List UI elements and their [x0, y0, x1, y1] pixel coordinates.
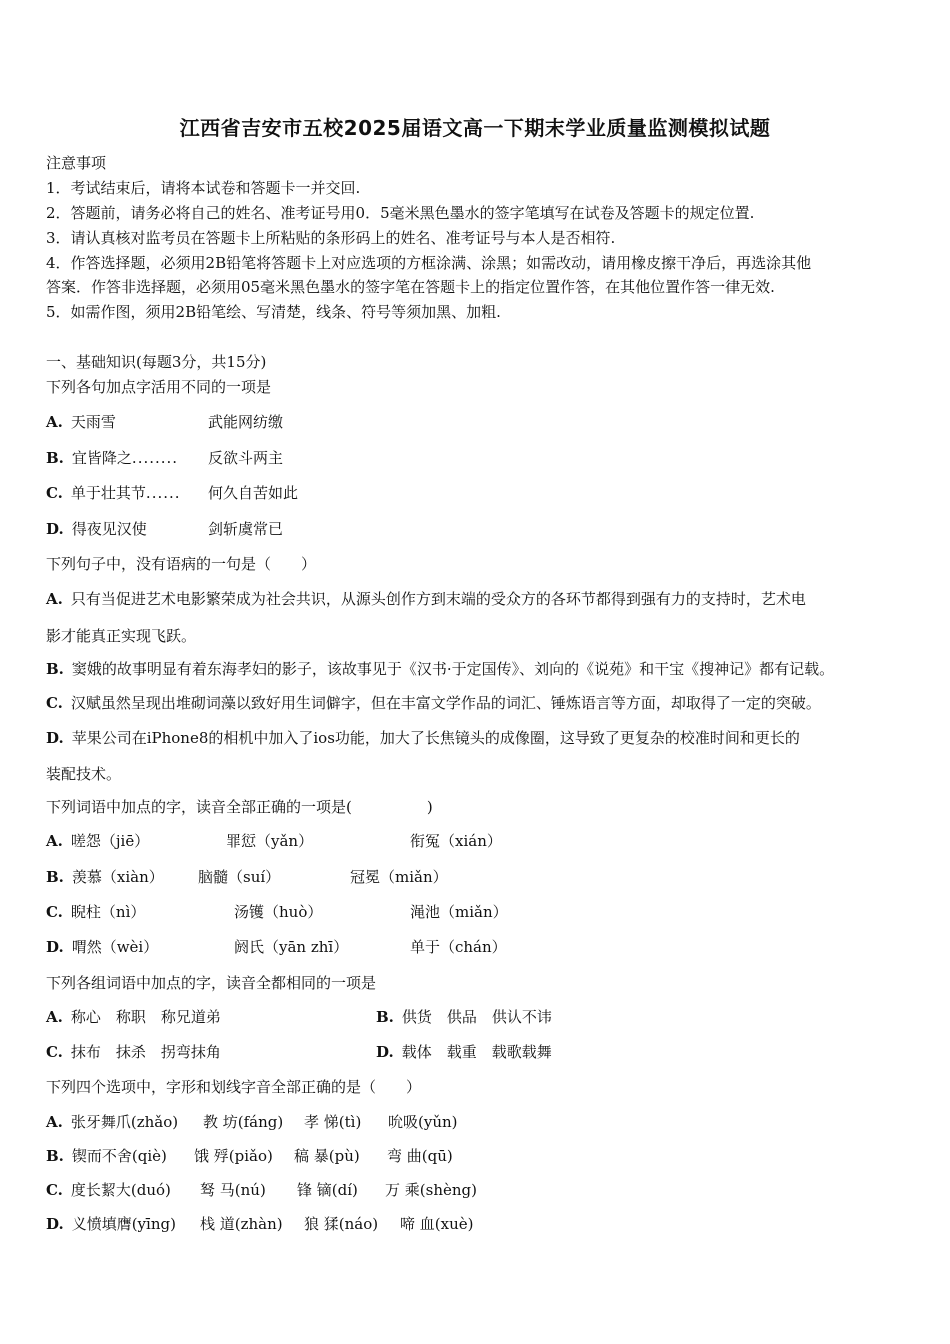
emphasis-dots: ........ [131, 449, 179, 467]
question-5-stem: 下列四个选项中，字形和划线字音全部正确的是（ ） [46, 1078, 422, 1096]
option-text: 冠冕（miǎn） [350, 868, 448, 886]
option-label: C. [46, 1181, 63, 1199]
option-text: 狼 猱(náo) [304, 1215, 379, 1233]
option-text: 度长絜大(duó) [70, 1181, 171, 1199]
option-text: 得夜见汉使 [71, 520, 147, 538]
option-text: 天雨雪 [70, 413, 116, 431]
option-label: A. [46, 1008, 63, 1026]
option-label: B. [46, 449, 64, 467]
question-2-option-a-cont: 影才能真正实现飞跃。 [46, 627, 197, 645]
option-text: 栈 道(zhàn) [200, 1215, 283, 1233]
option-text: 剑斩虞常已 [208, 520, 284, 538]
option-text: 苹果公司在iPhone8的相机中加入了ios功能，加大了长焦镜头的成像圈，这导致了更复杂的校准时间和更长的 [71, 729, 800, 747]
question-2-option-b [46, 658, 834, 679]
option-text: 羡慕（xiàn） [71, 868, 164, 886]
option-text: 汤镬（huò） [234, 903, 323, 921]
option-label: B. [46, 1147, 64, 1165]
option-text: 阏氏（yān zhī） [234, 938, 349, 956]
note-item: 5．如需作图，须用2B铅笔绘、写清楚，线条、符号等须加黑、加粗. [46, 303, 501, 321]
option-text: 称心 称职 称兄道弟 [70, 1008, 221, 1026]
note-item: 4．作答选择题，必须用2B铅笔将答题卡上对应选项的方框涂满、涂黑；如需改动，请用橡皮擦干净后，再选涂其他 [46, 254, 812, 272]
option-text: 渑池（miǎn） [410, 903, 508, 921]
question-2-option-c [46, 692, 821, 713]
option-label: C. [46, 484, 63, 502]
option-text: 喟然（wèi） [71, 938, 159, 956]
option-text: 稿 暴(pù) [294, 1147, 360, 1165]
option-label: A. [46, 832, 63, 850]
option-text: 宜皆降之 [71, 449, 132, 467]
option-label: D. [46, 729, 64, 747]
option-label: D. [46, 1215, 64, 1233]
option-text: 嗟怨（jiē） [70, 832, 150, 850]
option-text: 驽 马(nú) [200, 1181, 266, 1199]
option-text: 睨柱（nì） [70, 903, 146, 921]
option-label: D. [46, 520, 64, 538]
option-text: 弯 曲(qū) [387, 1147, 453, 1165]
option-text: 脑髓（suí） [198, 868, 281, 886]
option-text: 单于壮其节 [70, 484, 146, 502]
notes-heading: 注意事项 [46, 154, 107, 172]
option-label: C. [46, 1043, 63, 1061]
option-label: A. [46, 413, 63, 431]
option-text: 武能网纺缴 [208, 413, 284, 431]
option-label: B. [376, 1008, 394, 1026]
option-text: 啼 血(xuè) [400, 1215, 474, 1233]
question-1-stem: 下列各句加点字活用不同的一项是 [46, 378, 272, 396]
question-2-option-d [46, 727, 800, 748]
option-text: 锋 镝(dí) [297, 1181, 358, 1199]
option-text: 载体 载重 载歌载舞 [401, 1043, 552, 1061]
option-text: 衔冤（xián） [410, 832, 502, 850]
option-text: 张牙舞爪(zhǎo) [70, 1113, 179, 1131]
option-text: 抹布 抹杀 拐弯抹角 [70, 1043, 221, 1061]
option-label: D. [376, 1043, 394, 1061]
option-label: B. [46, 660, 64, 678]
option-text: 窦娥的故事明显有着东海孝妇的影子，该故事见于《汉书·于定国传》、刘向的《说苑》和干宝《搜神记》都有记载。 [71, 660, 835, 678]
note-item: 2．答题前，请务必将自己的姓名、准考证号用0．5毫米黑色墨水的签字笔填写在试卷及答题卡的规定位置. [46, 204, 755, 222]
option-text: 反欲斗两主 [208, 449, 284, 467]
option-text: 义愤填膺(yīng) [71, 1215, 176, 1233]
option-label: A. [46, 590, 63, 608]
option-text: 锲而不舍(qiè) [71, 1147, 167, 1165]
option-text: 万 乘(shèng) [385, 1181, 477, 1199]
question-2-option-d-cont: 装配技术。 [46, 765, 122, 783]
question-2-option-a [46, 588, 806, 609]
option-text: 吮吸(yǔn) [388, 1113, 458, 1131]
option-text: 教 坊(fáng) [203, 1113, 284, 1131]
option-label: C. [46, 903, 63, 921]
question-4-stem: 下列各组词语中加点的字，读音全都相同的一项是 [46, 974, 377, 992]
option-text: 孝 悌(tì) [304, 1113, 362, 1131]
option-label: C. [46, 694, 63, 712]
option-text: 饿 殍(piǎo) [194, 1147, 273, 1165]
section-heading: 一、基础知识(每题3分，共15分) [46, 353, 267, 371]
option-text: 罪愆（yǎn） [226, 832, 314, 850]
option-label: D. [46, 938, 64, 956]
question-2-stem: 下列句子中，没有语病的一句是（ ） [46, 555, 317, 573]
option-label: B. [46, 868, 64, 886]
page-title: 江西省吉安市五校2025届语文高一下期末学业质量监测模拟试题 [179, 116, 771, 140]
option-text: 只有当促进艺术电影繁荣成为社会共识，从源头创作方到末端的受众方的各环节都得到强有力的支持时，艺术电 [70, 590, 806, 608]
note-item: 1．考试结束后，请将本试卷和答题卡一并交回. [46, 179, 361, 197]
option-text: 供货 供品 供认不讳 [401, 1008, 552, 1026]
option-text: 汉赋虽然呈现出堆砌词藻以致好用生词僻字，但在丰富文学作品的词汇、锤炼语言等方面，却取得了一定的突破。 [70, 694, 821, 712]
option-label: A. [46, 1113, 63, 1131]
note-item: 答案．作答非选择题，必须用05毫米黑色墨水的签字笔在答题卡上的指定位置作答，在其他位置作答一律无效. [46, 278, 775, 296]
option-text: 单于（chán） [410, 938, 507, 956]
option-text: 何久自苦如此 [208, 484, 299, 502]
emphasis-dots: ...... [145, 484, 181, 502]
question-3-stem: 下列词语中加点的字，读音全部正确的一项是( ) [46, 798, 433, 816]
note-item: 3．请认真核对监考员在答题卡上所粘贴的条形码上的姓名、准考证号与本人是否相符. [46, 229, 616, 247]
